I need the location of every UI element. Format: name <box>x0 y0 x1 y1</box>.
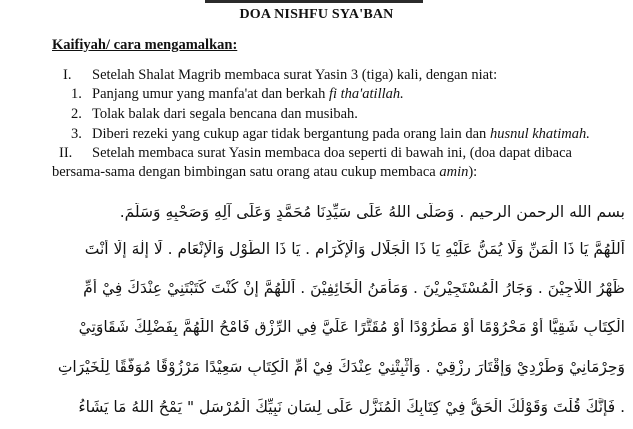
prayer-line: وَحِرْمَانِيْ وَطَرْدِيْ وَإِقْتَارَ رِزْقِيْ . وَأَثْبِتْنِيْ عِنْدَكَ فِيْ أُمِّ الْكِتَابِ سَعِيْدًا مَرْزُوْقًا مُوَفَّقًا لِلْخَيْرَاتِ <box>57 358 625 376</box>
prayer-line: اَللّٰهُمَّ يَا ذَا الْمَنِّ وَلَا يُمَنُّ عَلَيْهِ يَا ذَا الْجَلَالِ وَالْإِكْرَامِ . يَا ذَا الطَّوْلِ وَالْإِنْعَامِ . لَا إِلٰهَ إِلَّا أَنْتَ <box>84 240 625 258</box>
prayer-line: بسم الله الرحمن الرحيم . وَصَلَّى اللهُ عَلَى سَيِّدِنَا مُحَمَّدٍ وَعَلَى آلِهِ وَصَحْبِهِ وَسَلَّمَ. <box>119 203 625 221</box>
section-heading: Kaifiyah/ cara mengamalkan: <box>52 37 238 53</box>
top-edge-bar <box>205 0 423 3</box>
prayer-line: ظَهْرُ اللَّاجِيْنَ . وَجَارُ الْمُسْتَجِيْرِيْنَ . وَمَأْمَنُ الْخَائِفِيْنَ . اَللّٰهُمَّ إِنْ كُنْتَ كَتَبْتَنِيْ عِنْدَكَ فِيْ أُمِّ <box>83 279 625 297</box>
subitem-marker: 1. <box>71 86 82 102</box>
prayer-line: الْكِتَابِ شَقِيًّا أَوْ مَحْرُوْمًا أَوْ مَطْرُوْدًا أَوْ مُقَتَّرًا عَلَيَّ فِي الرِّزْقِ فَامْحُ اللّٰهُمَّ بِفَضْلِكَ شَقَاوَتِيْ <box>78 318 625 336</box>
list-marker-i: I. <box>63 67 72 83</box>
instruction-2-line1: Setelah membaca surat Yasin membaca doa seperti di bawah ini, (doa dapat dibaca <box>92 145 572 161</box>
list-marker-ii: II. <box>59 145 73 161</box>
subitem-1: Panjang umur yang manfa'at dan berkah fi tha'atillah. <box>92 86 404 102</box>
instruction-1: Setelah Shalat Magrib membaca surat Yasin 3 (tiga) kali, dengan niat: <box>92 67 498 83</box>
prayer-line: . فَإِنَّكَ قُلْتَ وَقَوْلُكَ الْحَقُّ فِيْ كِتَابِكَ الْمُنَزَّلِ عَلَى لِسَانِ نَبِيِّكَ الْمُرْسَلِ " يَمْحُ اللهُ مَا يَشَاءُ <box>78 398 625 416</box>
subitem-marker: 3. <box>71 126 82 142</box>
page-title: DOA NISHFU SYA'BAN <box>239 7 394 22</box>
subitem-2: Tolak balak dari segala bencana dan musibah. <box>92 106 358 122</box>
subitem-marker: 2. <box>71 106 82 122</box>
subitem-3: Diberi rezeki yang cukup agar tidak bergantung pada orang lain dan husnul khatimah. <box>92 126 590 142</box>
instruction-2-line2: bersama-sama dengan bimbingan satu orang atau cukup membaca amin): <box>52 164 478 180</box>
